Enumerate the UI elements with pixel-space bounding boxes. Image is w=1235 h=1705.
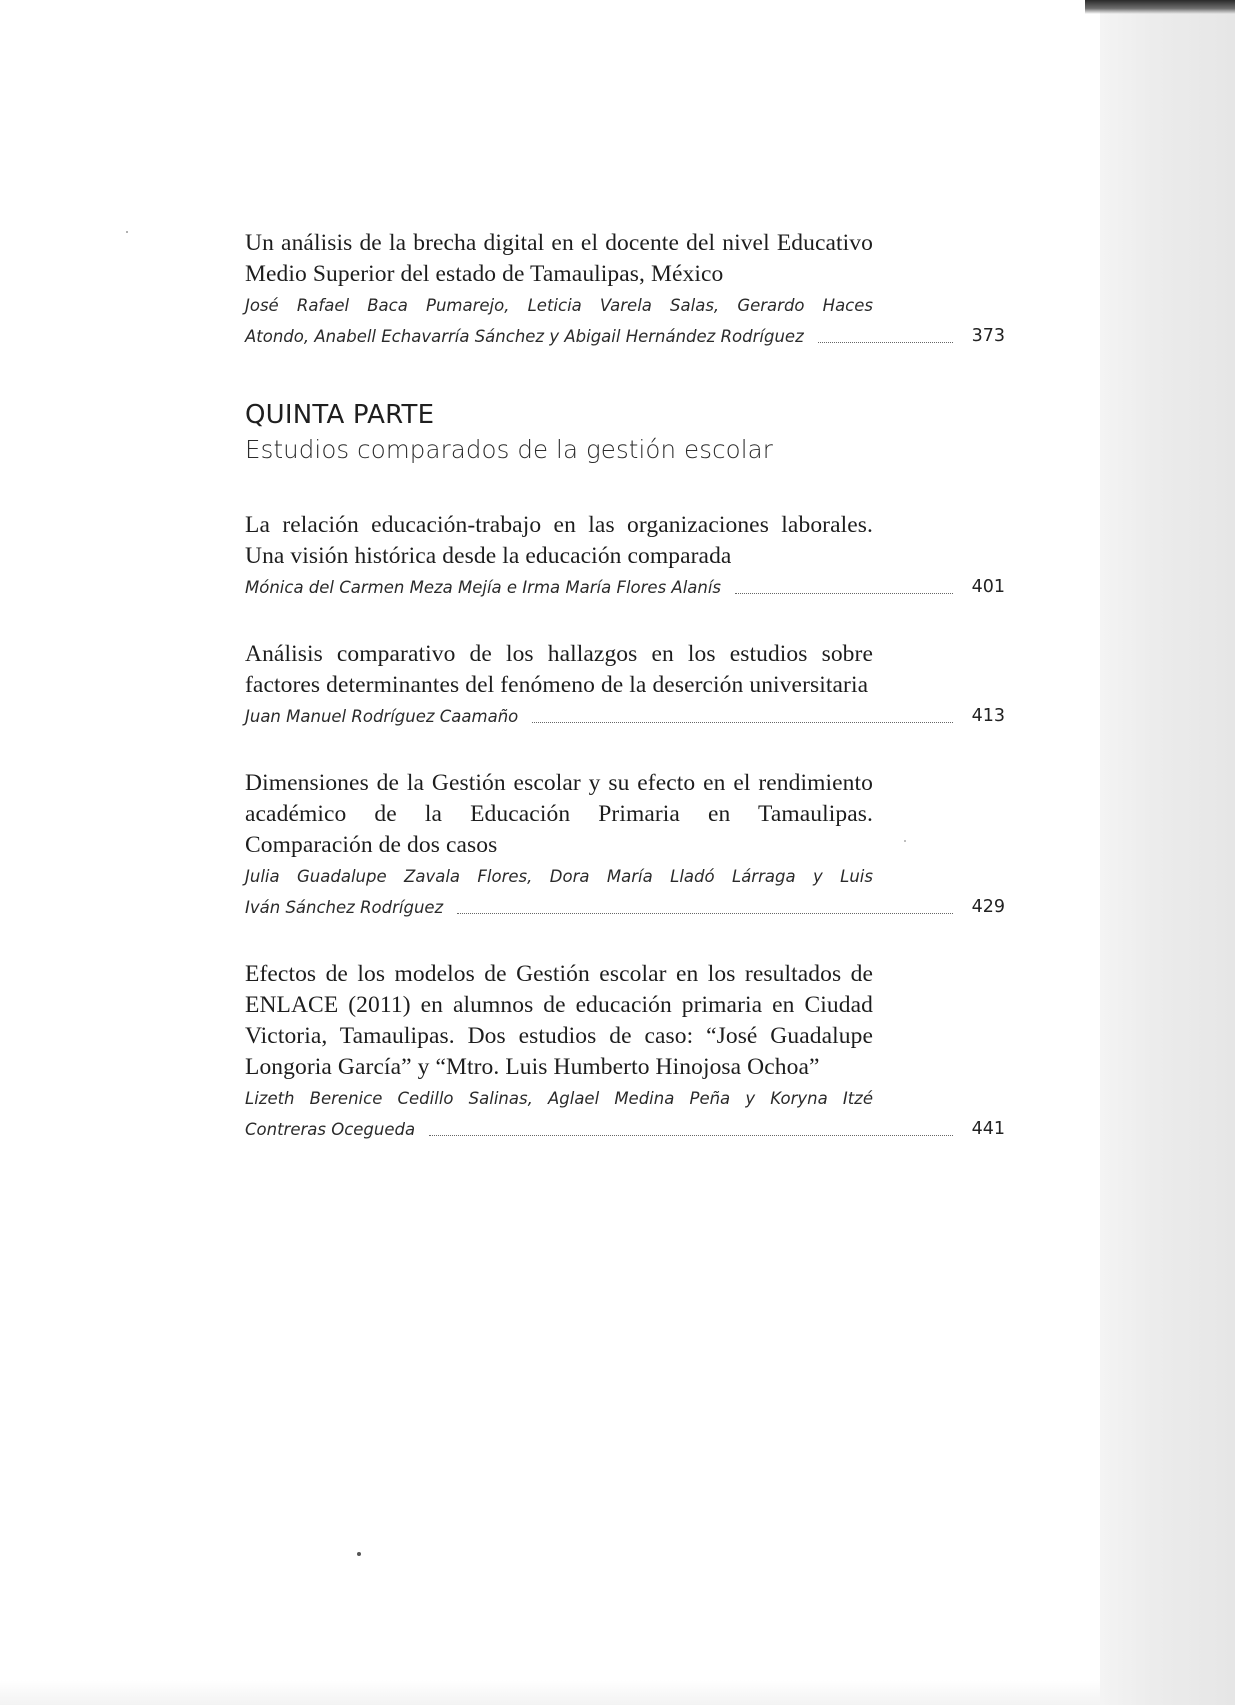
section-subtitle: Estudios comparados de la gestión escolar	[245, 435, 773, 464]
scan-shadow-bottom	[0, 1680, 1100, 1705]
toc-entry[interactable]	[245, 768, 1005, 923]
section-part-title: QUINTA PARTE	[245, 400, 435, 430]
entry-title: Un análisis de la brecha digital en el docente del nivel Educativo Medio Superior del estado de Tamaulipas, México	[245, 230, 873, 287]
entry-authors: Julia Guadalupe Zavala Flores, Dora María Lladó Lárraga y Luis	[245, 867, 873, 886]
entry-title: Análisis comparativo de los hallazgos en los estudios sobre factores determinantes del fenómeno de la deserción universitaria	[245, 641, 873, 698]
authors-line	[245, 290, 1005, 321]
entry-title: La relación educación-trabajo en las organizaciones laborales. Una visión histórica desde la educación comparada	[245, 512, 873, 569]
dot-leader	[818, 342, 953, 343]
entry-authors: Contreras Ocegueda	[245, 1120, 416, 1139]
toc-entry[interactable]	[245, 639, 1005, 732]
entry-title: Dimensiones de la Gestión escolar y su efecto en el rendimiento académico de la Educación Primaria en Tamaulipas. Comparación de dos casos	[245, 770, 873, 858]
scan-speck	[126, 231, 128, 233]
authors-line	[245, 861, 1005, 892]
entry-title: Efectos de los modelos de Gestión escolar en los resultados de ENLACE (2011) en alumnos de educación primaria en Ciudad Victoria, Tamaulipas. Dos estudios de caso: “José Guadalupe Longoria García” y “Mtro. Luis Humberto Hinojosa Ochoa”	[245, 961, 873, 1080]
dot-leader	[532, 722, 953, 723]
authors-line	[245, 1083, 1005, 1114]
scan-shadow-right	[1100, 0, 1235, 1705]
page-number: 441	[971, 1119, 1005, 1139]
scan-speck	[357, 1552, 361, 1556]
dot-leader	[457, 913, 953, 914]
dot-leader	[735, 593, 953, 594]
entry-authors: Lizeth Berenice Cedillo Salinas, Aglael Medina Peña y Koryna Itzé	[245, 1089, 873, 1108]
entry-authors: Mónica del Carmen Meza Mejía e Irma María Flores Alanís	[245, 578, 722, 597]
toc-entry[interactable]	[245, 228, 1005, 352]
table-of-contents	[245, 228, 1005, 1181]
toc-entry[interactable]	[245, 959, 1005, 1145]
scan-shadow-top	[1085, 0, 1235, 14]
page-number: 413	[971, 706, 1005, 726]
entry-authors: José Rafael Baca Pumarejo, Leticia Varela Salas, Gerardo Haces	[245, 296, 873, 315]
section-heading	[245, 398, 1005, 468]
page-number: 429	[971, 897, 1005, 917]
toc-entry[interactable]	[245, 510, 1005, 603]
authors-line	[245, 1114, 1005, 1145]
entry-authors: Juan Manuel Rodríguez Caamaño	[245, 707, 519, 726]
authors-line	[245, 701, 1005, 732]
page-number: 401	[971, 577, 1005, 597]
dot-leader	[429, 1135, 953, 1136]
authors-line	[245, 892, 1005, 923]
authors-line	[245, 572, 1005, 603]
authors-line	[245, 321, 1005, 352]
entry-authors: Atondo, Anabell Echavarría Sánchez y Abigail Hernández Rodríguez	[245, 327, 804, 346]
entry-authors: Iván Sánchez Rodríguez	[245, 898, 444, 917]
page-number: 373	[971, 326, 1005, 346]
